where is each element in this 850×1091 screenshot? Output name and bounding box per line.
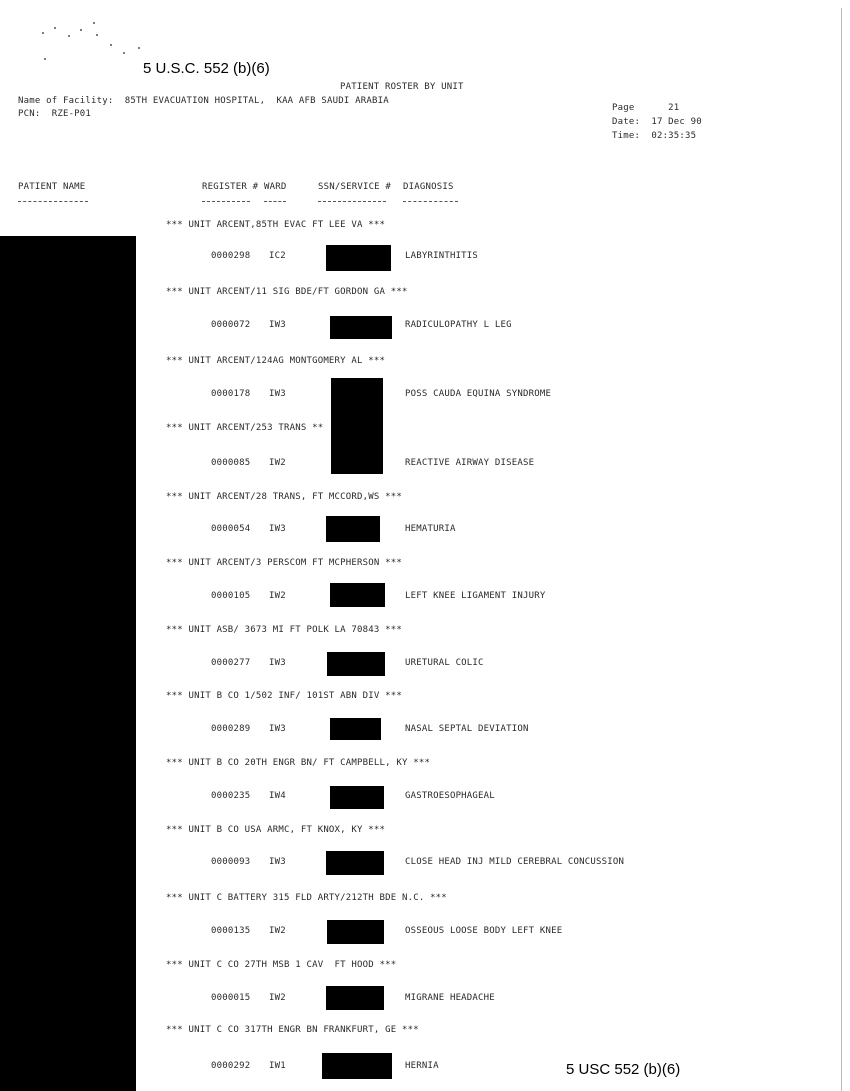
redacted-ssn [326,245,391,271]
redacted-ssn [326,516,380,542]
report-date: Date: 17 Dec 90 [612,117,702,127]
ward: IW3 [269,857,286,867]
scan-speck [110,44,112,46]
page-number: Page 21 [612,103,680,113]
ward: IW2 [269,591,286,601]
redacted-ssn [327,920,384,944]
unit-heading: *** UNIT ARCENT/3 PERSCOM FT MCPHERSON *** [166,558,402,568]
ward: IW3 [269,389,286,399]
diagnosis: GASTROESOPHAGEAL [405,791,495,801]
diagnosis: HERNIA [405,1061,439,1071]
scan-speck [44,58,46,60]
redacted-ssn [322,1053,392,1079]
register-number: 0000178 [211,389,251,399]
foia-exemption-stamp-bottom: 5 USC 552 (b)(6) [566,1061,681,1078]
ward: IW3 [269,658,286,668]
diagnosis: HEMATURIA [405,524,456,534]
register-number: 0000093 [211,857,251,867]
column-header-ssn: SSN/SERVICE # [318,182,392,192]
redacted-ssn [330,786,384,809]
header-underline [264,201,286,203]
redacted-ssn [330,583,385,607]
column-header-patient-name: PATIENT NAME [18,182,86,192]
column-header-diagnosis: DIAGNOSIS [403,182,454,192]
unit-heading: *** UNIT B CO 20TH ENGR BN/ FT CAMPBELL, KY *** [166,758,431,768]
register-number: 0000298 [211,251,251,261]
header-underline [18,201,88,203]
diagnosis: LEFT KNEE LIGAMENT INJURY [405,591,546,601]
diagnosis: POSS CAUDA EQUINA SYNDROME [405,389,552,399]
scan-speck [42,32,44,34]
redacted-ssn [326,851,384,875]
register-number: 0000105 [211,591,251,601]
unit-heading: *** UNIT B CO USA ARMC, FT KNOX, KY *** [166,825,386,835]
header-underline [202,201,250,203]
page-edge-line [841,8,842,1091]
redacted-ssn [331,378,383,474]
facility-line: Name of Facility: 85TH EVACUATION HOSPITAL, KAA AFB SAUDI ARABIA [18,96,389,106]
header-underline [403,201,458,203]
column-header-register: REGISTER # [202,182,259,192]
ward: IW3 [269,724,286,734]
redacted-ssn [326,986,384,1010]
redacted-patient-names [0,236,136,1091]
ward: IW3 [269,524,286,534]
register-number: 0000072 [211,320,251,330]
unit-heading: *** UNIT C CO 27TH MSB 1 CAV FT HOOD *** [166,960,397,970]
register-number: 0000015 [211,993,251,1003]
report-title: PATIENT ROSTER BY UNIT [340,82,464,92]
register-number: 0000292 [211,1061,251,1071]
unit-heading: *** UNIT C BATTERY 315 FLD ARTY/212TH BDE N.C. *** [166,893,447,903]
header-underline [318,201,386,203]
ward: IW2 [269,458,286,468]
scan-speck [93,22,95,24]
unit-heading: *** UNIT ARCENT/11 SIG BDE/FT GORDON GA *** [166,287,408,297]
unit-heading: *** UNIT ARCENT/253 TRANS ** [166,423,324,433]
diagnosis: REACTIVE AIRWAY DISEASE [405,458,535,468]
ward: IW3 [269,320,286,330]
diagnosis: NASAL SEPTAL DEVIATION [405,724,529,734]
ward: IW4 [269,791,286,801]
register-number: 0000135 [211,926,251,936]
unit-heading: *** UNIT ARCENT/28 TRANS, FT MCCORD,WS *** [166,492,402,502]
ward: IC2 [269,251,286,261]
unit-heading: *** UNIT C CO 317TH ENGR BN FRANKFURT, GE *** [166,1025,419,1035]
redacted-ssn [330,316,392,339]
report-time: Time: 02:35:35 [612,131,697,141]
diagnosis: CLOSE HEAD INJ MILD CEREBRAL CONCUSSION [405,857,625,867]
scan-speck [54,27,56,29]
column-header-ward: WARD [264,182,287,192]
diagnosis: RADICULOPATHY L LEG [405,320,512,330]
scan-speck [138,47,140,49]
register-number: 0000289 [211,724,251,734]
scan-speck [123,52,125,54]
diagnosis: URETURAL COLIC [405,658,484,668]
ward: IW2 [269,926,286,936]
register-number: 0000277 [211,658,251,668]
scan-speck [80,29,82,31]
diagnosis: LABYRINTHITIS [405,251,479,261]
diagnosis: MIGRANE HEADACHE [405,993,495,1003]
register-number: 0000054 [211,524,251,534]
foia-exemption-stamp-top: 5 U.S.C. 552 (b)(6) [143,60,270,77]
register-number: 0000085 [211,458,251,468]
register-number: 0000235 [211,791,251,801]
ward: IW1 [269,1061,286,1071]
unit-heading: *** UNIT ARCENT,85TH EVAC FT LEE VA *** [166,220,386,230]
ward: IW2 [269,993,286,1003]
scan-speck [96,34,98,36]
diagnosis: OSSEOUS LOOSE BODY LEFT KNEE [405,926,563,936]
unit-heading: *** UNIT ASB/ 3673 MI FT POLK LA 70843 *** [166,625,402,635]
unit-heading: *** UNIT B CO 1/502 INF/ 101ST ABN DIV *** [166,691,402,701]
redacted-ssn [330,718,381,740]
scan-speck [68,35,70,37]
unit-heading: *** UNIT ARCENT/124AG MONTGOMERY AL *** [166,356,386,366]
pcn-line: PCN: RZE-P01 [18,109,92,119]
redacted-ssn [327,652,385,676]
